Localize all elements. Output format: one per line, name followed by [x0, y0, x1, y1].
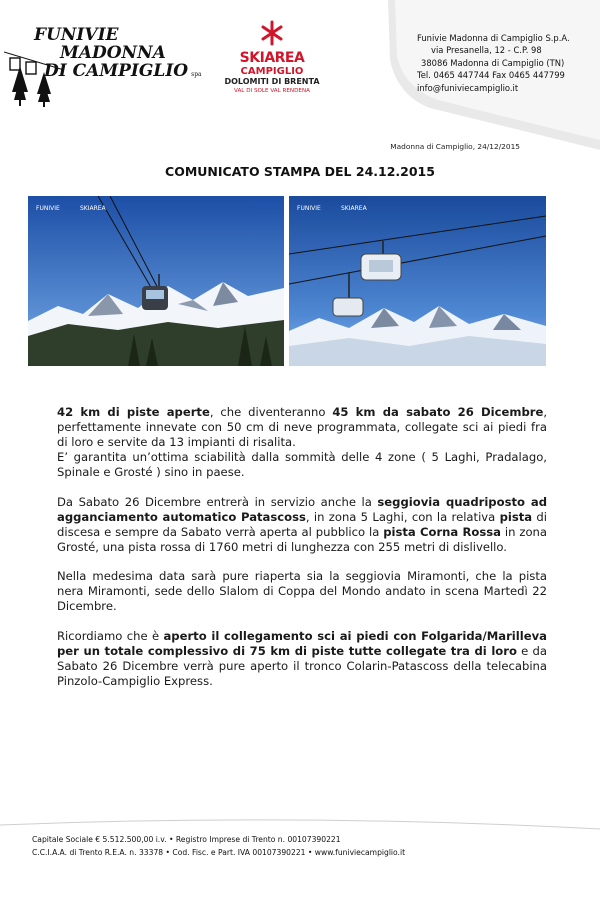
p4-text-1: Ricordiamo che è — [57, 628, 164, 643]
p1-text-3: E’ garantita un’ottima sciabilità dalla sommità delle 4 zone ( 5 Laghi, Pradalago, Spinale e Grosté ) sino in paese. — [57, 450, 547, 479]
svg-text:FUNIVIE: FUNIVIE — [36, 205, 60, 212]
svg-text:SKIAREA: SKIAREA — [341, 205, 367, 212]
p4-bold-1: aperto il collegamento sci ai piedi con Folgarida/Marilleva per un totale complessivo di 75 km di piste tutte collegate tra di loro — [57, 628, 547, 658]
p1-bold-1: 42 km di piste aperte — [57, 405, 210, 419]
company-phone: Tel. 0465 447744 Fax 0465 447799 — [417, 70, 565, 81]
funivie-logo-line2: MADONNA — [60, 43, 166, 63]
svg-text:FUNIVIE: FUNIVIE — [297, 205, 321, 212]
funivie-logo-suffix: spa — [191, 71, 202, 78]
funivie-logo-line1: FUNIVIE — [34, 25, 119, 45]
company-name: Funivie Madonna di Campiglio S.p.A. — [417, 33, 570, 43]
svg-text:SKIAREA: SKIAREA — [80, 205, 106, 212]
p1-bold-2: 45 km da sabato 26 Dicembre — [332, 405, 544, 419]
p2-bold-2: pista — [499, 509, 533, 524]
skiarea-line1: CAMPIGLIO — [240, 66, 304, 77]
photo-chairlift — [289, 196, 546, 366]
p2-bold-1: seggiovia quadriposto ad agganciamento automatico Patascoss — [57, 494, 548, 524]
paragraph-1 — [57, 405, 547, 480]
p1-text-2: , perfettamente innevate con 50 cm di neve programmata, collegate sci ai piedi fra di loro e servite da 13 impianti di risalita. — [57, 405, 548, 449]
skiarea-line3: VAL DI SOLE VAL RENDENA — [234, 88, 310, 94]
press-release-body — [57, 405, 547, 703]
skiarea-logo — [222, 24, 322, 104]
company-email[interactable]: info@funiviecampiglio.it — [417, 82, 519, 93]
p2-text-2: , in zona 5 Laghi, con la relativa — [305, 509, 500, 524]
footer-line-1: Capitale Sociale € 5.512.500,00 i.v. • Registro Imprese di Trento n. 00107390221 — [32, 835, 341, 844]
p2-text-1: Da Sabato 26 Dicembre entrerà in servizio anche la — [57, 494, 378, 509]
company-address: via Presanella, 12 - C.P. 98 — [431, 45, 542, 56]
company-address-block — [417, 32, 570, 94]
press-release-title: COMUNICATO STAMPA DEL 24.12.2015 — [165, 164, 435, 179]
photo-gondola-lift — [28, 196, 284, 366]
paragraph-2 — [57, 495, 547, 555]
paragraph-4 — [57, 629, 547, 689]
skiarea-wordmark: SKIAREA — [239, 50, 305, 66]
p1-text-1: , che diventeranno — [209, 405, 333, 419]
funivie-logo-line3: DI CAMPIGLIO — [44, 61, 189, 81]
footer-legal-info — [32, 833, 405, 859]
skiarea-line2: DOLOMITI DI BRENTA — [224, 77, 320, 86]
p2-bold-3: pista Corna Rossa — [383, 524, 502, 539]
p2-text-3: di discesa e sempre da Sabato verrà aperta al pubblico la — [57, 509, 547, 539]
date-line: Madonna di Campiglio, 24/12/2015 — [390, 142, 520, 151]
p2-text-4: in zona Grosté, una pista rossa di 1760 metri di lunghezza con 255 metri di dislivello. — [57, 524, 547, 554]
p4-text-2: e da Sabato 26 Dicembre verrà pure aperto il tronco Colarin-Patascoss della telecabina Pinzolo-Campiglio Express. — [57, 643, 548, 688]
company-city: 38086 Madonna di Campiglio (TN) — [421, 57, 565, 68]
skiarea-star-icon — [260, 20, 284, 46]
paragraph-3: Nella medesima data sarà pure riaperta sia la seggiovia Miramonti, che la pista nera Miramonti, sede dello Slalom di Coppa del Mondo andato in scena Martedì 22 Dicembre. — [57, 569, 547, 613]
funivie-logo-text — [22, 26, 202, 84]
footer-line-2: C.C.I.A.A. di Trento R.E.A. n. 33378 • Cod. Fisc. e Part. IVA 00107390221 • www.funiviecampiglio.it — [32, 848, 406, 857]
